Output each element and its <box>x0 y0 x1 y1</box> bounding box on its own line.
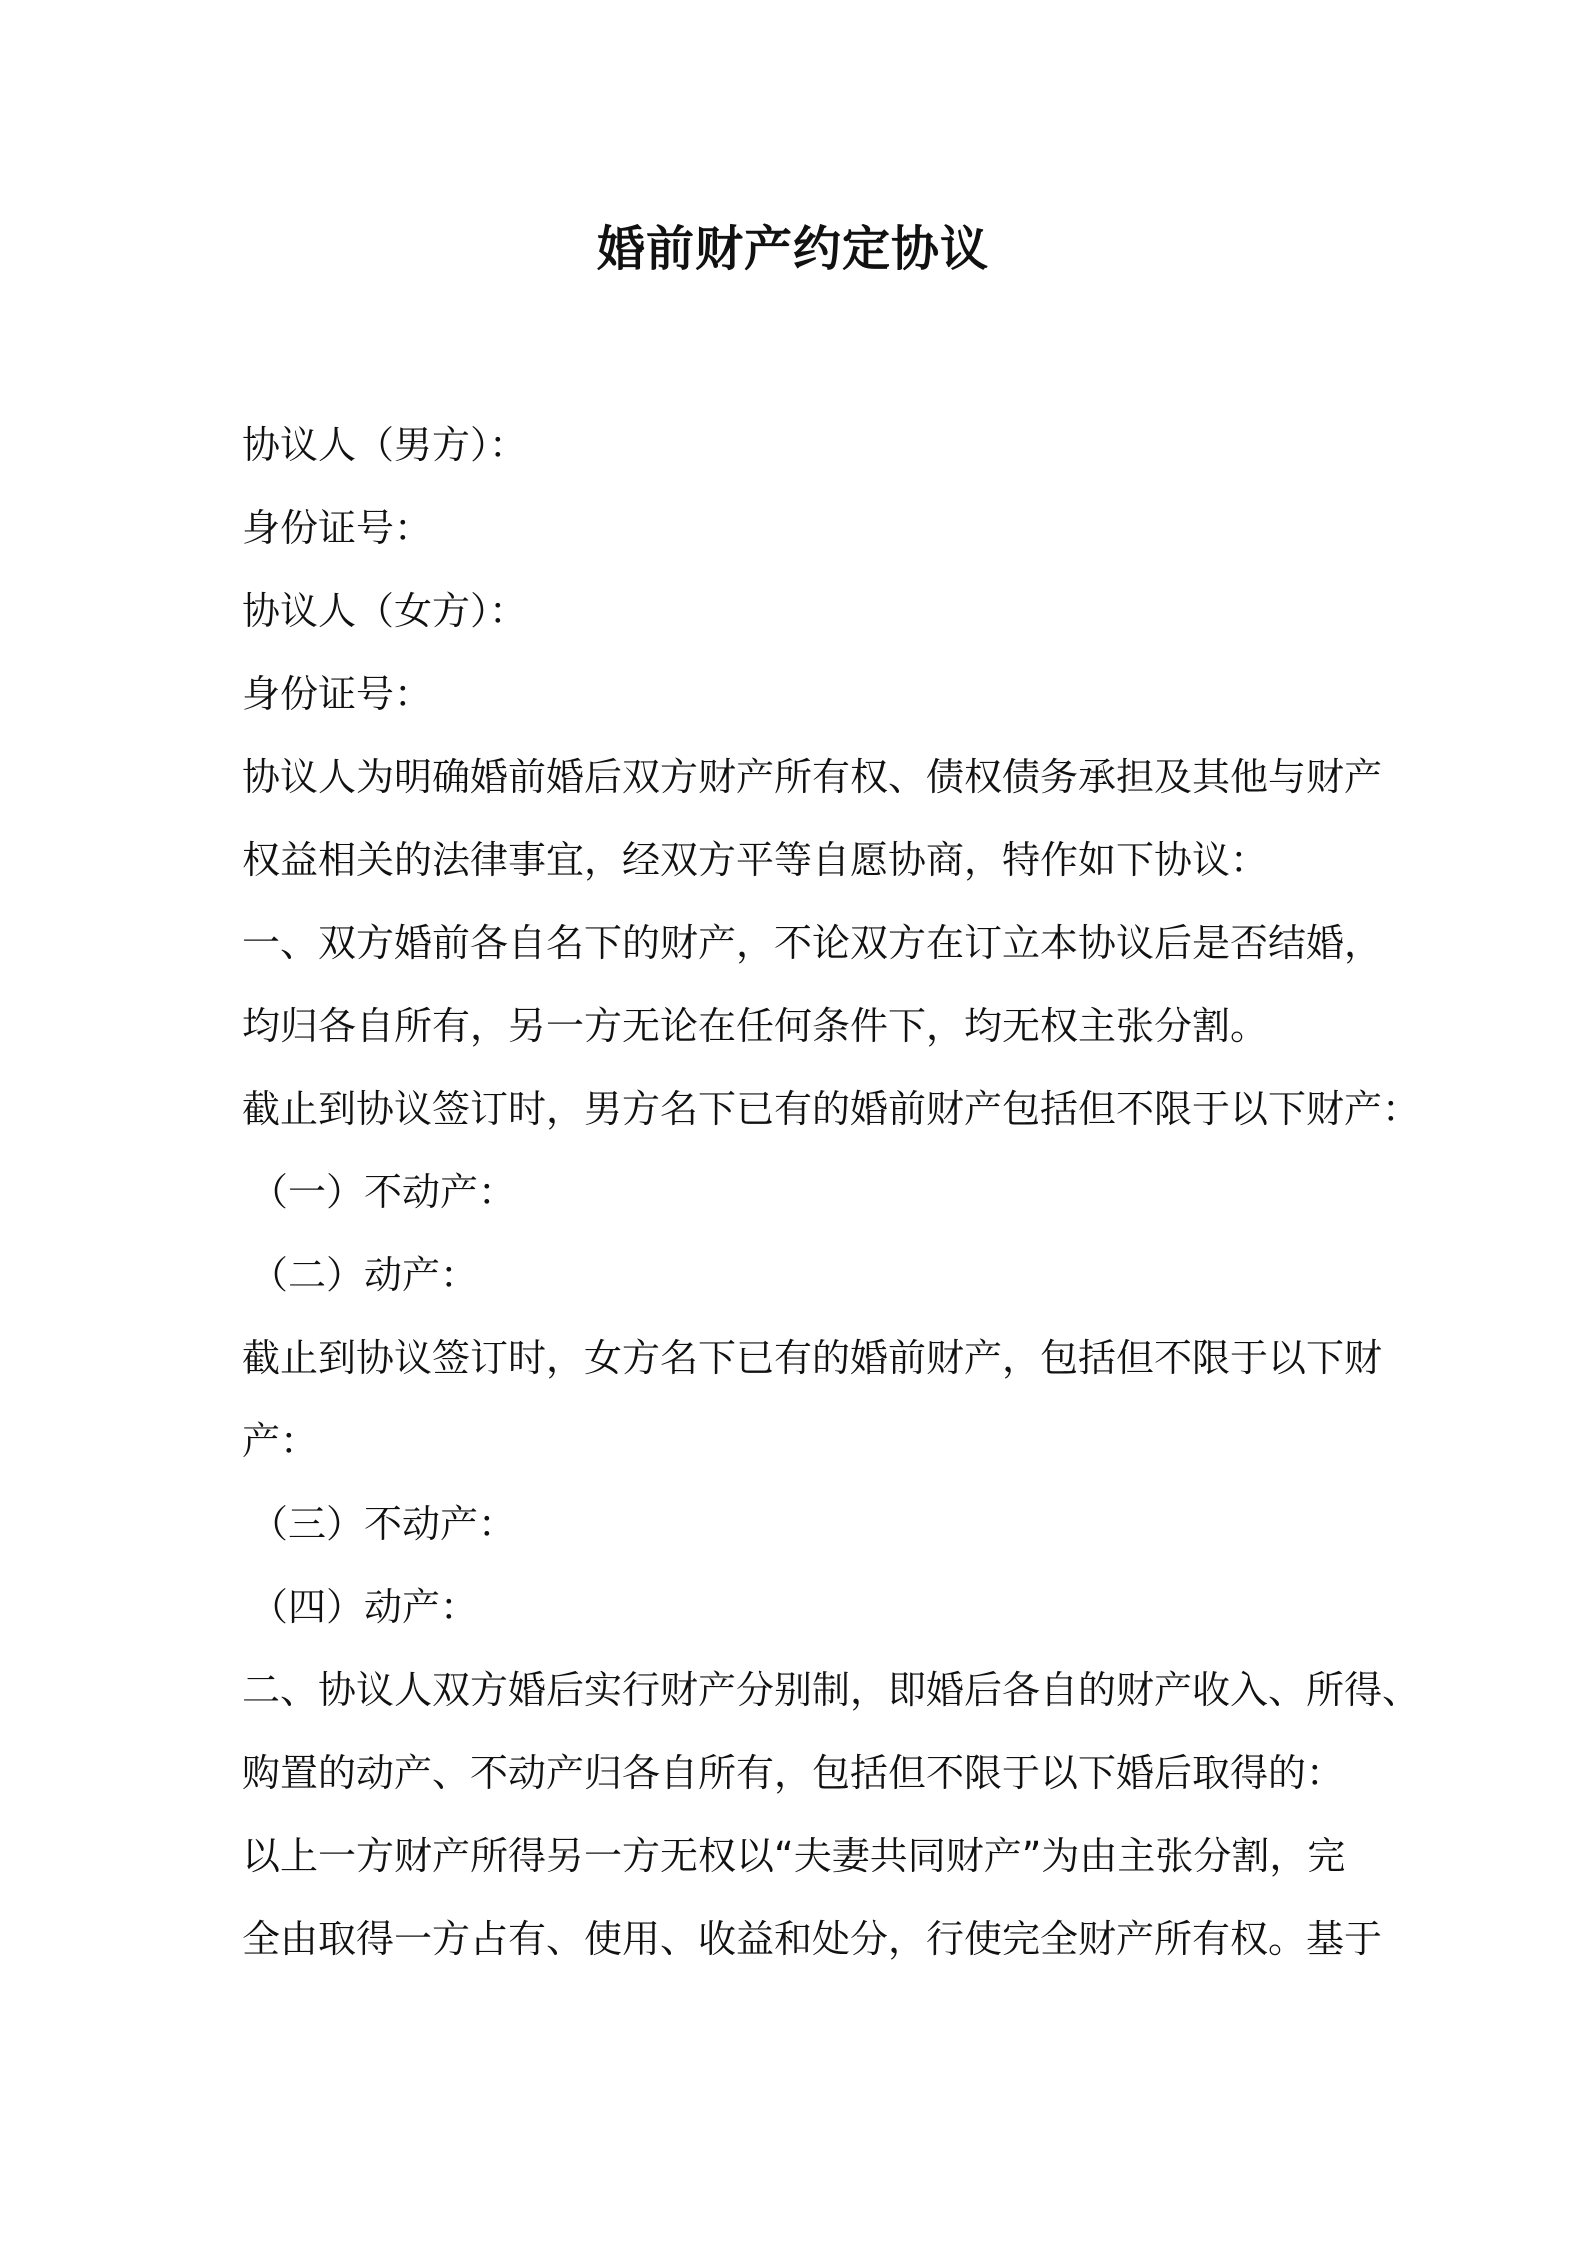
clause-2-line-4: 全由取得一方占有、使用、收益和处分，行使完全财产所有权。基于 <box>242 1917 1383 1961</box>
female-property-intro-2: 产： <box>242 1419 319 1463</box>
female-property-intro-1: 截止到协议签订时，女方名下已有的婚前财产，包括但不限于以下财 <box>242 1336 1383 1380</box>
clause-2-line-3: 以上一方财产所得另一方无权以“夫妻共同财产”为由主张分割，完 <box>242 1834 1346 1878</box>
document-title: 婚前财产约定协议 <box>596 221 989 277</box>
item-4-movable: （四）动产： <box>250 1585 479 1629</box>
clause-1-line-1: 一、双方婚前各自名下的财产，不论双方在订立本协议后是否结婚， <box>242 921 1383 965</box>
clause-2-line-1: 二、协议人双方婚后实行财产分别制，即婚后各自的财产收入、所得、 <box>242 1668 1421 1712</box>
item-3-real-estate: （三）不动产： <box>250 1502 517 1546</box>
clause-1-line-2: 均归各自所有，另一方无论在任何条件下，均无权主张分割。 <box>242 1004 1269 1048</box>
item-2-movable: （二）动产： <box>250 1253 479 1297</box>
preamble-line-2: 权益相关的法律事宜，经双方平等自愿协商，特作如下协议： <box>242 838 1269 882</box>
party-male-label: 协议人（男方）： <box>242 423 528 467</box>
document-body <box>242 404 1421 1981</box>
preamble-line-1: 协议人为明确婚前婚后双方财产所有权、债权债务承担及其他与财产 <box>242 755 1383 799</box>
clause-2-line-2: 购置的动产、不动产归各自所有，包括但不限于以下婚后取得的： <box>242 1751 1345 1795</box>
male-property-intro: 截止到协议签订时，男方名下已有的婚前财产包括但不限于以下财产： <box>242 1087 1421 1131</box>
item-1-real-estate: （一）不动产： <box>250 1170 517 1214</box>
male-id-label: 身份证号： <box>242 506 433 550</box>
female-id-label: 身份证号： <box>242 672 433 716</box>
party-female-label: 协议人（女方）： <box>242 589 528 633</box>
